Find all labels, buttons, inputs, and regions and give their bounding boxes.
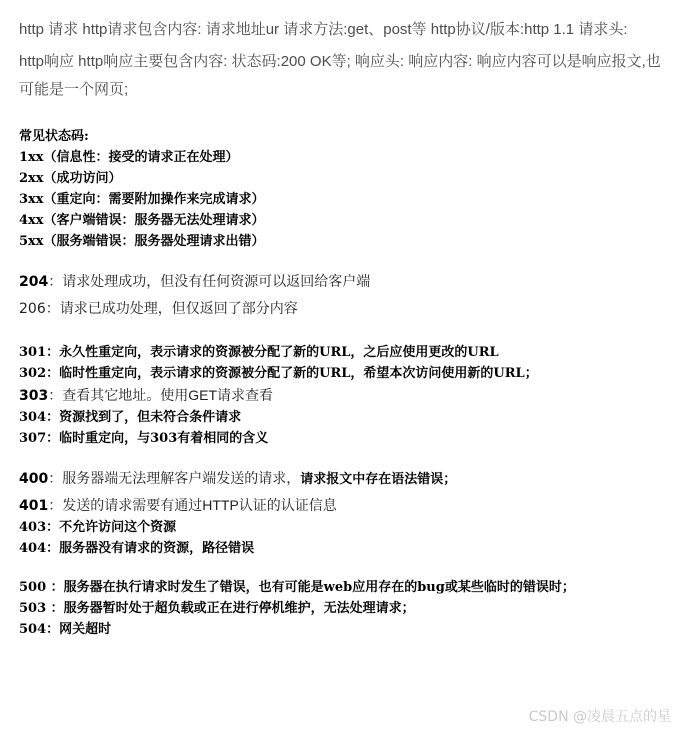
spacer: [19, 449, 673, 467]
status-400-line: [19, 467, 673, 491]
spacer: [19, 252, 673, 270]
status-206-code: 206: [19, 301, 46, 317]
status-400-text: ：服务器端无法理解客户端发送的请求，: [48, 470, 301, 486]
status-206-text: ：请求已成功处理，但仅返回了部分内容: [45, 300, 298, 316]
status-401-code: 401: [19, 498, 49, 514]
intro-response-paragraph: http响应 http响应主要包含内容: 状态码:200 OK等; 响应头: 响应内容: 响应内容可以是响应报文,也可能是一个网页;: [19, 53, 661, 98]
status-404-line: 404：服务器没有请求的资源，路径错误: [19, 541, 255, 556]
spacer: [19, 104, 673, 126]
status-503-line: 503 ：服务器暂时处于超负载或正在进行停机维护，无法处理请求；: [19, 601, 415, 616]
status-401-line: [19, 494, 673, 517]
status-class-5xx: 5xx（服务端错误：服务器处理请求出错）: [19, 234, 265, 249]
status-307-line: 307：临时重定向，与303有着相同的含义: [19, 431, 269, 446]
csdn-watermark: CSDN @凌晨五点的星: [528, 709, 671, 725]
status-303-line: [19, 384, 673, 407]
status-500-line: 500 ：服务器在执行请求时发生了错误，也有可能是web应用存在的bug或某些临时的错误时；: [19, 580, 575, 595]
status-302-line: 302：临时性重定向，表示请求的资源被分配了新的URL，希望本次访问使用新的URL；: [19, 366, 538, 381]
status-204-line: [19, 270, 673, 293]
spacer: [19, 559, 673, 577]
status-204-text: ：请求处理成功，但没有任何资源可以返回给客户端: [48, 273, 371, 289]
status-400-tail: 请求报文中存在语法错误；: [300, 472, 457, 487]
status-class-2xx: 2xx（成功访问）: [19, 171, 122, 186]
status-206-line: [19, 297, 673, 320]
status-303-text: ：查看其它地址。使用GET请求查看: [48, 387, 274, 403]
status-class-4xx: 4xx（客户端错误：服务器无法处理请求）: [19, 213, 265, 228]
status-class-3xx: 3xx（重定向：需要附加操作来完成请求）: [19, 192, 265, 207]
spacer: [19, 320, 673, 342]
status-204-code: 204: [19, 274, 49, 290]
status-403-line: 403：不允许访问这个资源: [19, 520, 177, 535]
status-304-line: 304：资源找到了，但未符合条件请求: [19, 410, 242, 425]
status-301-line: 301：永久性重定向，表示请求的资源被分配了新的URL，之后应使用更改的URL: [19, 345, 499, 360]
intro-request-paragraph: http 请求 http请求包含内容: 请求地址ur 请求方法:get、post等 http协议/版本:http 1.1 请求头:: [19, 21, 628, 38]
status-504-line: 504：网关超时: [19, 622, 112, 637]
status-class-1xx: 1xx（信息性：接受的请求正在处理）: [19, 150, 239, 165]
status-400-code: 400: [19, 471, 49, 487]
status-401-text: ：发送的请求需要有通过HTTP认证的认证信息: [48, 497, 337, 513]
common-codes-title: 常见状态码:: [19, 129, 89, 144]
status-303-code: 303: [19, 388, 49, 404]
